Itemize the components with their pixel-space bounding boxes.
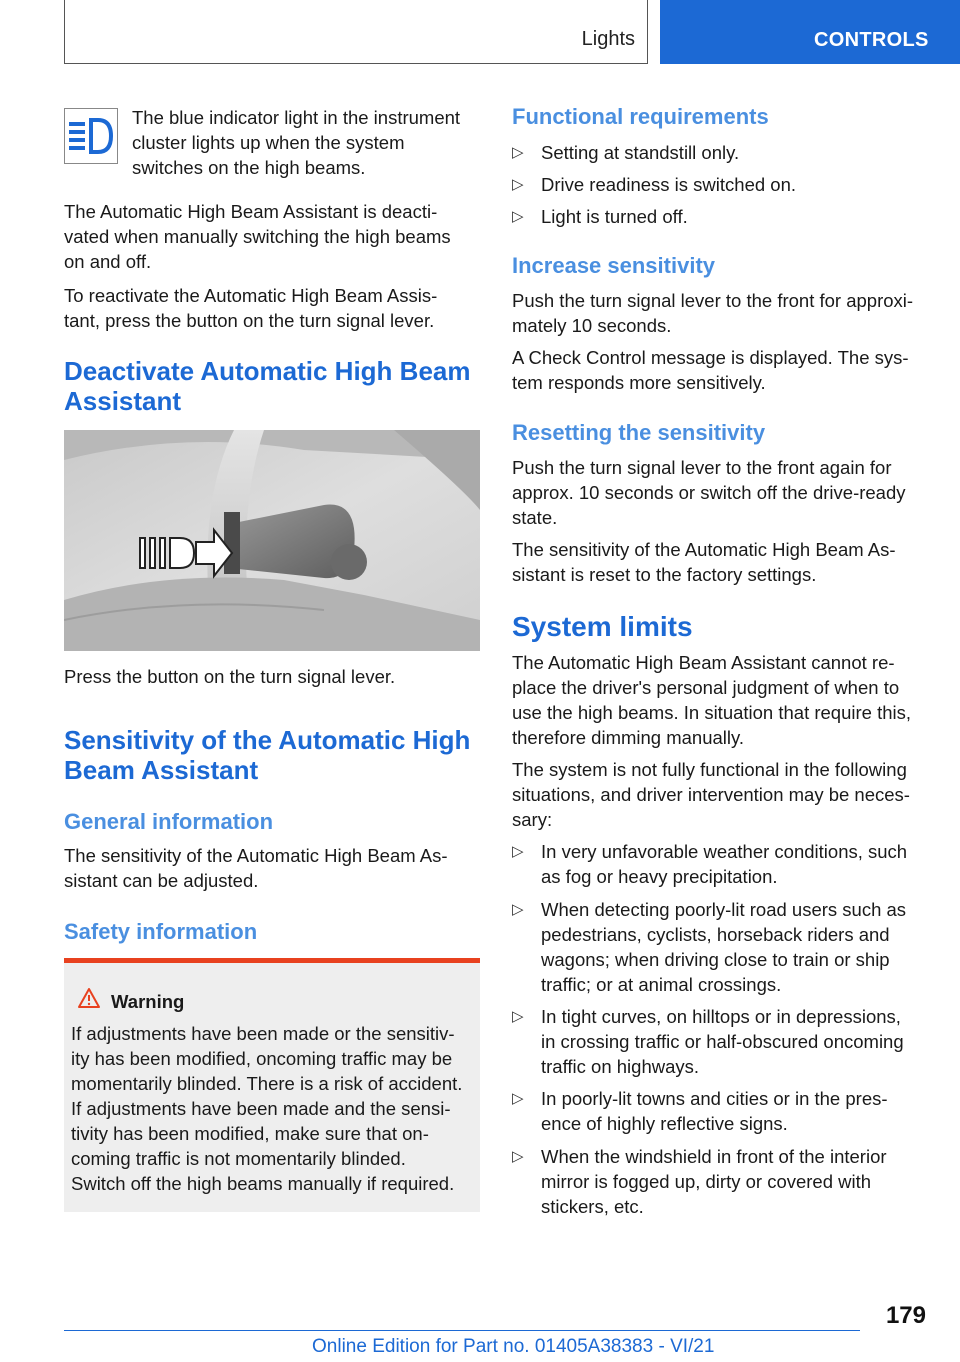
- list-item-line: wagons; when driving close to train or ship: [541, 949, 890, 970]
- list-item: [512, 839, 926, 897]
- system-limits-text: [512, 650, 911, 750]
- heading-line: Sensitivity of the Automatic High: [64, 725, 471, 755]
- list-item-line: traffic on highways.: [541, 1056, 700, 1077]
- warning-title: Warning: [111, 991, 185, 1012]
- triangle-bullet-icon: ▷: [512, 176, 524, 193]
- paragraph-line: To reactivate the Automatic High Beam Assis-: [64, 285, 438, 306]
- paragraph-line: situations, and driver intervention may be neces-: [512, 784, 910, 805]
- warning-line: coming traffic is not momentarily blinded.: [71, 1148, 406, 1169]
- paragraph-line: The Automatic High Beam Assistant cannot re-: [512, 652, 895, 673]
- heading-line: Assistant: [64, 386, 182, 416]
- list-item-line: pedestrians, cyclists, horseback riders and: [541, 924, 890, 945]
- list-item-line: In very unfavorable weather conditions, such: [541, 841, 908, 862]
- paragraph-line: therefore dimming manually.: [512, 727, 745, 748]
- paragraph-line: sary:: [512, 809, 553, 830]
- paragraph-line: The sensitivity of the Automatic High Beam As-: [512, 539, 896, 560]
- heading-increase-sensitivity: Increase sensitivity: [512, 253, 716, 278]
- triangle-bullet-icon: ▷: [512, 843, 524, 860]
- heading-deactivate: [64, 356, 470, 416]
- high-beam-indicator-icon: [64, 108, 118, 164]
- warning-triangle-icon: [77, 987, 101, 1014]
- list-item-line: In poorly-lit towns and cities or in the pres-: [541, 1088, 888, 1109]
- list-item-text: [541, 1086, 888, 1136]
- paragraph-line: The sensitivity of the Automatic High Beam As-: [64, 845, 448, 866]
- footer-edition: Online Edition for Part no. 01405A38383 - VI/21: [312, 1336, 715, 1357]
- paragraph-line: on and off.: [64, 251, 152, 272]
- list-item-line: ence of highly reflective signs.: [541, 1113, 788, 1134]
- reactivation-paragraph: [64, 283, 437, 333]
- list-item-line: traffic; or at animal crossings.: [541, 974, 782, 995]
- warning-text: [71, 1021, 462, 1196]
- increase-sensitivity-text: [512, 288, 913, 338]
- triangle-bullet-icon: ▷: [512, 1148, 524, 1165]
- intro-line: cluster lights up when the system: [132, 132, 405, 153]
- triangle-bullet-icon: ▷: [512, 1090, 524, 1107]
- list-item: [512, 1004, 926, 1086]
- turn-signal-lever-illustration: [64, 430, 480, 651]
- list-item-line: In tight curves, on hilltops or in depressions,: [541, 1006, 901, 1027]
- list-item: [512, 140, 926, 172]
- heading-general-information: General information: [64, 809, 274, 834]
- paragraph-line: Push the turn signal lever to the front for approxi-: [512, 290, 914, 311]
- warning-line: ity has been modified, oncoming traffic may be: [71, 1048, 453, 1069]
- paragraph-line: The Automatic High Beam Assistant is deacti-: [64, 201, 438, 222]
- warning-box: [64, 958, 480, 1212]
- paragraph-line: The system is not fully functional in the following: [512, 759, 907, 780]
- warning-line: If adjustments have been made and the sensi-: [71, 1098, 451, 1119]
- list-item: [512, 1086, 926, 1144]
- paragraph-line: Push the turn signal lever to the front again for: [512, 457, 892, 478]
- header-section-title: Lights: [581, 28, 635, 50]
- list-item-line: mirror is fogged up, dirty or covered with: [541, 1171, 872, 1192]
- warning-line: Switch off the high beams manually if required.: [71, 1173, 455, 1194]
- paragraph-line: approx. 10 seconds or switch off the drive-ready: [512, 482, 906, 503]
- paragraph-line: sistant can be adjusted.: [64, 870, 259, 891]
- triangle-bullet-icon: ▷: [512, 1008, 524, 1025]
- illustration-caption: Press the button on the turn signal lever.: [64, 666, 396, 687]
- heading-line: Beam Assistant: [64, 755, 259, 785]
- resetting-text: [512, 455, 906, 530]
- list-item-line: When detecting poorly-lit road users such as: [541, 899, 907, 920]
- resetting-result: [512, 537, 896, 587]
- warning-line: tivity has been modified, make sure that on-: [71, 1123, 429, 1144]
- list-item: [512, 204, 926, 236]
- triangle-bullet-icon: ▷: [512, 901, 524, 918]
- triangle-bullet-icon: ▷: [512, 208, 524, 225]
- paragraph-line: tem responds more sensitively.: [512, 372, 766, 393]
- heading-sensitivity: [64, 725, 470, 785]
- list-item-text: [541, 1004, 904, 1079]
- heading-functional-requirements: Functional requirements: [512, 104, 769, 129]
- system-limits-situations: [512, 757, 910, 832]
- intro-line: switches on the high beams.: [132, 157, 366, 178]
- intro-line: The blue indicator light in the instrument: [132, 107, 461, 128]
- header-chapter-title: CONTROLS: [814, 29, 929, 51]
- paragraph-line: tant, press the button on the turn signal lever.: [64, 310, 435, 331]
- header-section-box: [64, 0, 648, 64]
- list-item-line: as fog or heavy precipitation.: [541, 866, 778, 887]
- list-item: [512, 1144, 926, 1226]
- list-item-line: in crossing traffic or half-obscured oncoming: [541, 1031, 904, 1052]
- heading-safety-information: Safety information: [64, 919, 258, 944]
- list-item: [512, 172, 926, 204]
- paragraph-line: state.: [512, 507, 558, 528]
- paragraph-line: place the driver's personal judgment of when to: [512, 677, 900, 698]
- paragraph-line: vated when manually switching the high beams: [64, 226, 451, 247]
- warning-line: momentarily blinded. There is a risk of accident.: [71, 1073, 463, 1094]
- functional-requirements-list: [512, 140, 926, 236]
- list-item-text: Setting at standstill only.: [541, 142, 740, 163]
- heading-system-limits: System limits: [512, 611, 693, 642]
- list-item: [512, 897, 926, 1004]
- warning-line: If adjustments have been made or the sensitiv-: [71, 1023, 455, 1044]
- header-chapter-tab: [660, 0, 960, 64]
- footer-divider: [64, 1330, 860, 1331]
- increase-sensitivity-result: [512, 345, 909, 395]
- paragraph-line: sistant is reset to the factory settings.: [512, 564, 817, 585]
- heading-resetting-sensitivity: Resetting the sensitivity: [512, 420, 766, 445]
- heading-line: Deactivate Automatic High Beam: [64, 356, 471, 386]
- paragraph-line: A Check Control message is displayed. The sys-: [512, 347, 909, 368]
- list-item-text: [541, 839, 907, 889]
- limit-situations-list: [512, 839, 926, 1226]
- deactivation-paragraph: [64, 199, 451, 274]
- indicator-intro: [132, 105, 460, 180]
- list-item-text: Drive readiness is switched on.: [541, 174, 796, 195]
- list-item-text: Light is turned off.: [541, 206, 688, 227]
- paragraph-line: mately 10 seconds.: [512, 315, 672, 336]
- triangle-bullet-icon: ▷: [512, 144, 524, 161]
- list-item-text: [541, 1144, 887, 1219]
- list-item-line: When the windshield in front of the interior: [541, 1146, 887, 1167]
- paragraph-line: use the high beams. In situation that require this,: [512, 702, 912, 723]
- page-number: 179: [885, 1302, 926, 1329]
- list-item-text: [541, 897, 906, 997]
- general-information-text: [64, 843, 448, 893]
- list-item-line: stickers, etc.: [541, 1196, 644, 1217]
